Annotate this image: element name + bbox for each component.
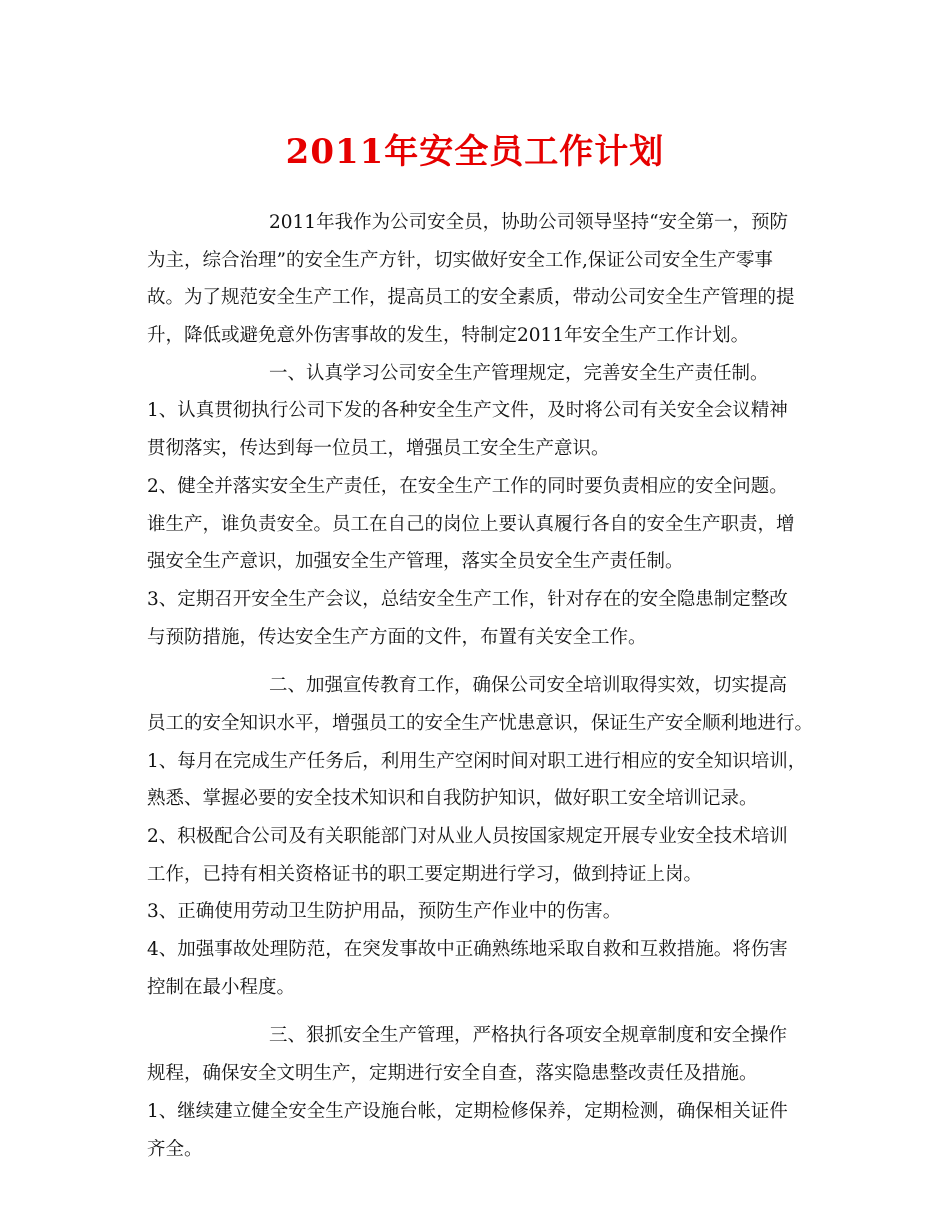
document-title: 2011年安全员工作计划 [285, 132, 665, 172]
paragraph-line: 控制在最小程度。 [147, 976, 296, 998]
paragraph-line: 1、每月在完成生产任务后，利用生产空闲时间对职工进行相应的安全知识培训， [147, 750, 807, 772]
paragraph-line: 贯彻落实，传达到每一位员工，增强员工安全生产意识。 [147, 438, 610, 460]
paragraph-line: 3、定期召开安全生产会议，总结安全生产工作，针对存在的安全隐患制定整改 [147, 588, 788, 610]
paragraph-line: 与预防措施，传达安全生产方面的文件，布置有关安全工作。 [147, 626, 647, 648]
paragraph-line: 规程，确保安全文明生产，定期进行安全自查，落实隐患整改责任及措施。 [147, 1063, 758, 1085]
paragraph-line: 熟悉、掌握必要的安全技术知识和自我防护知识，做好职工安全培训记录。 [147, 788, 758, 810]
section-heading: 一、认真学习公司安全生产管理规定，完善安全生产责任制。 [269, 362, 769, 384]
section-heading: 三、狠抓安全生产管理，严格执行各项安全规章制度和安全操作 [269, 1025, 788, 1047]
paragraph-line: 1、认真贯彻执行公司下发的各种安全生产文件，及时将公司有关安全会议精神 [147, 400, 788, 422]
paragraph-line: 齐全。 [147, 1138, 203, 1160]
paragraph-line: 谁生产，谁负责安全。员工在自己的岗位上要认真履行各自的安全生产职责，增 [147, 513, 795, 535]
paragraph-line: 2011年我作为公司安全员，协助公司领导坚持“安全第一，预防 [269, 212, 789, 233]
paragraph-line: 强安全生产意识，加强安全生产管理，落实全员安全生产责任制。 [147, 551, 684, 573]
paragraph-line: 工作，已持有相关资格证书的职工要定期进行学习，做到持证上岗。 [147, 863, 703, 885]
section-heading: 二、加强宣传教育工作，确保公司安全培训取得实效，切实提高 [269, 675, 788, 697]
section-gap [147, 656, 817, 667]
section-gap [147, 1006, 817, 1017]
paragraph-line: 2、积极配合公司及有关职能部门对从业人员按国家规定开展专业安全技术培训 [147, 826, 788, 847]
paragraph-line: 为主，综合治理”的安全生产方针，切实做好安全工作,保证公司安全生产零事 [147, 249, 773, 271]
paragraph-line: 1、继续建立健全安全生产设施台帐，定期检修保养，定期检测，确保相关证件 [147, 1100, 788, 1122]
paragraph-line: 故。为了规范安全生产工作，提高员工的安全素质，带动公司安全生产管理的提 [147, 287, 795, 309]
document-body [147, 204, 817, 1168]
paragraph-line: 升，降低或避免意外伤害事故的发生，特制定2011年安全生产工作计划。 [147, 325, 750, 347]
paragraph-line: 员工的安全知识水平，增强员工的安全生产忧患意识，保证生产安全顺利地进行。 [147, 712, 814, 734]
paragraph-line: 2、健全并落实安全生产责任，在安全生产工作的同时要负责相应的安全问题。 [147, 475, 788, 497]
paragraph-line: 4、加强事故处理防范，在突发事故中正确熟练地采取自救和互救措施。将伤害 [147, 939, 788, 961]
paragraph-line: 3、正确使用劳动卫生防护用品，预防生产作业中的伤害。 [147, 901, 622, 923]
